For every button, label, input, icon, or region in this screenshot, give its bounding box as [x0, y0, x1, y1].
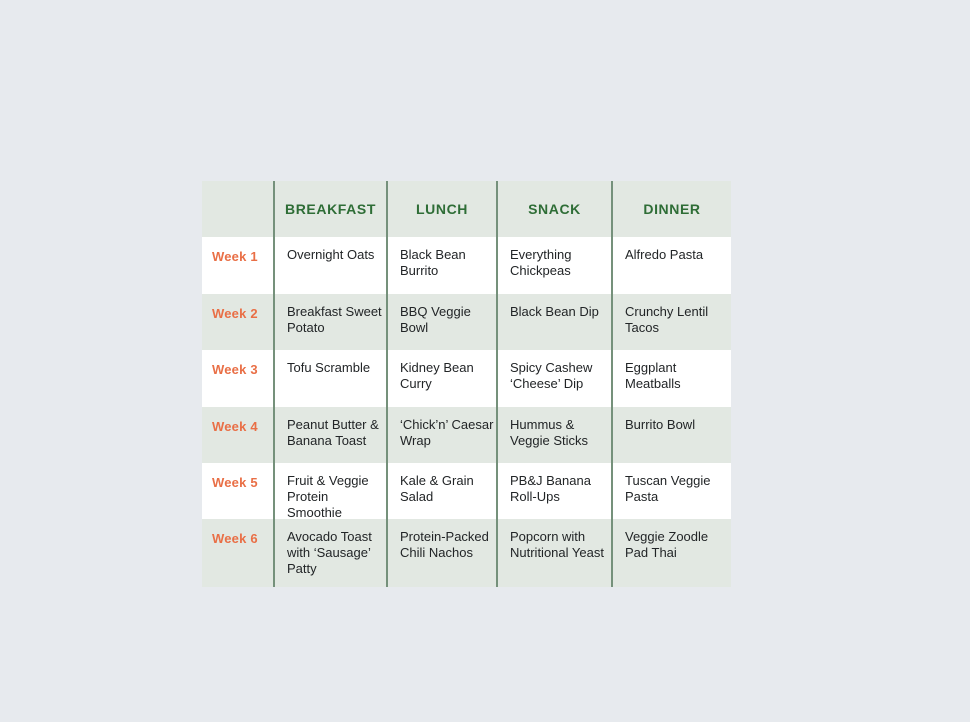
- meal-cell-breakfast: Peanut Butter & Banana Toast: [273, 407, 386, 463]
- meal-cell-breakfast: Tofu Scramble: [273, 350, 386, 407]
- week-label-cell: [202, 407, 273, 463]
- week-label-cell: [202, 519, 273, 587]
- column-header-label: SNACK: [528, 201, 581, 217]
- week-label-cell: [202, 463, 273, 519]
- meal-cell-breakfast: Breakfast Sweet Potato: [273, 294, 386, 350]
- meal-cell-lunch: ‘Chick’n’ Caesar Wrap: [386, 407, 496, 463]
- meal-cell-dinner: Crunchy Lentil Tacos: [611, 294, 731, 350]
- meal-cell-lunch: Protein-Packed Chili Nachos: [386, 519, 496, 587]
- meal-cell-breakfast: Overnight Oats: [273, 237, 386, 294]
- meal-cell-snack: Spicy Cashew ‘Cheese’ Dip: [496, 350, 611, 407]
- meal-cell-lunch: Black Bean Burrito: [386, 237, 496, 294]
- meal-cell-dinner: Eggplant Meatballs: [611, 350, 731, 407]
- meal-cell-snack: PB&J Banana Roll-Ups: [496, 463, 611, 519]
- meal-plan-table: [202, 181, 731, 587]
- meal-cell-snack: Black Bean Dip: [496, 294, 611, 350]
- week-label: Week 2: [212, 306, 258, 321]
- week-label: Week 3: [212, 362, 258, 377]
- meal-cell-lunch: Kidney Bean Curry: [386, 350, 496, 407]
- meal-cell-lunch: Kale & Grain Salad: [386, 463, 496, 519]
- column-header-label: BREAKFAST: [285, 201, 376, 217]
- meal-cell-lunch: BBQ Veggie Bowl: [386, 294, 496, 350]
- meal-cell-snack: Everything Chickpeas: [496, 237, 611, 294]
- week-label: Week 6: [212, 531, 258, 546]
- column-header-dinner: [611, 181, 731, 237]
- week-label: Week 1: [212, 249, 258, 264]
- column-header-label: LUNCH: [416, 201, 468, 217]
- week-label-cell: [202, 237, 273, 294]
- week-label-cell: [202, 350, 273, 407]
- meal-cell-snack: Hummus & Veggie Sticks: [496, 407, 611, 463]
- meal-cell-dinner: Tuscan Veggie Pasta: [611, 463, 731, 519]
- meal-cell-dinner: Alfredo Pasta: [611, 237, 731, 294]
- meal-cell-breakfast: Fruit & Veggie Protein Smoothie: [273, 463, 386, 519]
- column-header-breakfast: [273, 181, 386, 237]
- header-corner-cell: [202, 181, 273, 237]
- meal-cell-breakfast: Avocado Toast with ‘Sausage’ Patty: [273, 519, 386, 587]
- week-label: Week 5: [212, 475, 258, 490]
- meal-cell-snack: Popcorn with Nutritional Yeast: [496, 519, 611, 587]
- column-header-snack: [496, 181, 611, 237]
- column-header-lunch: [386, 181, 496, 237]
- week-label-cell: [202, 294, 273, 350]
- column-header-label: DINNER: [643, 201, 701, 217]
- meal-cell-dinner: Veggie Zoodle Pad Thai: [611, 519, 731, 587]
- week-label: Week 4: [212, 419, 258, 434]
- meal-cell-dinner: Burrito Bowl: [611, 407, 731, 463]
